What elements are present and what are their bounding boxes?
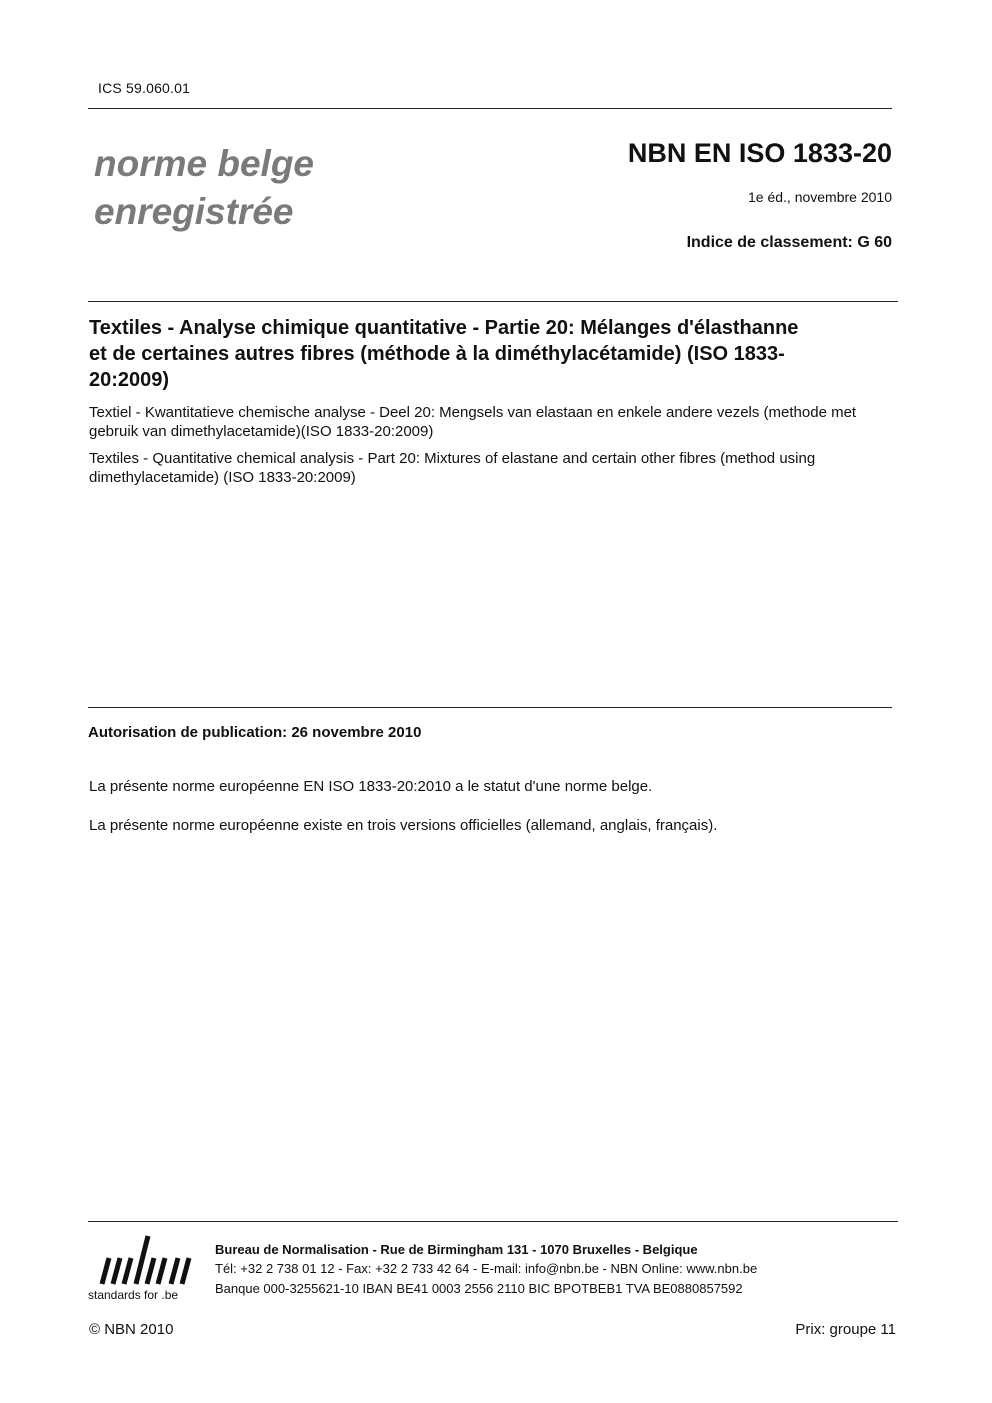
footer-rule [88, 1221, 898, 1222]
footer-address: Bureau de Normalisation - Rue de Birmingham 131 - 1070 Bruxelles - Belgique [215, 1242, 698, 1257]
title-dutch: Textiel - Kwantitatieve chemische analyse - Deel 20: Mengsels van elastaan en enkele andere vezels (methode met gebruik van dimethylacetamide)(ISO 1833-20:2009) [89, 404, 857, 440]
logo-tagline: standards for .be [88, 1288, 179, 1302]
publication-authorization: Autorisation de publication: 26 novembre 2010 [88, 724, 422, 741]
copyright: © NBN 2010 [89, 1321, 174, 1338]
nbn-logo-mark [88, 1232, 200, 1288]
price-group: Prix: groupe 11 [795, 1321, 896, 1338]
nbn-logo [88, 1232, 200, 1306]
title-french: Textiles - Analyse chimique quantitative - Partie 20: Mélanges d'élasthanne et de certaines autres fibres (méthode à la diméthylacétamide) (ISO 1833-20:2009) [89, 317, 799, 391]
footer-contact: Tél: +32 2 738 01 12 - Fax: +32 2 733 42 64 - E-mail: info@nbn.be - NBN Online: www.nbn.be [215, 1261, 758, 1276]
header-rule [88, 108, 892, 109]
standard-code: NBN EN ISO 1833-20 [627, 138, 892, 168]
status-paragraph: La présente norme européenne EN ISO 1833-20:2010 a le statut d'une norme belge. [89, 778, 653, 795]
footer-bank: Banque 000-3255621-10 IBAN BE41 0003 2556 2110 BIC BPOTBEB1 TVA BE0880857592 [215, 1281, 743, 1296]
classification-index: Indice de classement: G 60 [686, 234, 892, 251]
edition: 1e éd., novembre 2010 [748, 189, 892, 205]
brand-line-1: norme belge [94, 143, 314, 184]
ics-code: ICS 59.060.01 [98, 80, 191, 96]
publication-rule [88, 707, 892, 708]
title-rule [88, 301, 898, 302]
brand-title [94, 140, 314, 236]
versions-paragraph: La présente norme européenne existe en trois versions officielles (allemand, anglais, français). [89, 817, 718, 834]
title-english: Textiles - Quantitative chemical analysis - Part 20: Mixtures of elastane and certain other fibres (method using dimethylacetamide) (ISO 1833-20:2009) [89, 450, 816, 486]
brand-line-2: enregistrée [94, 191, 294, 232]
